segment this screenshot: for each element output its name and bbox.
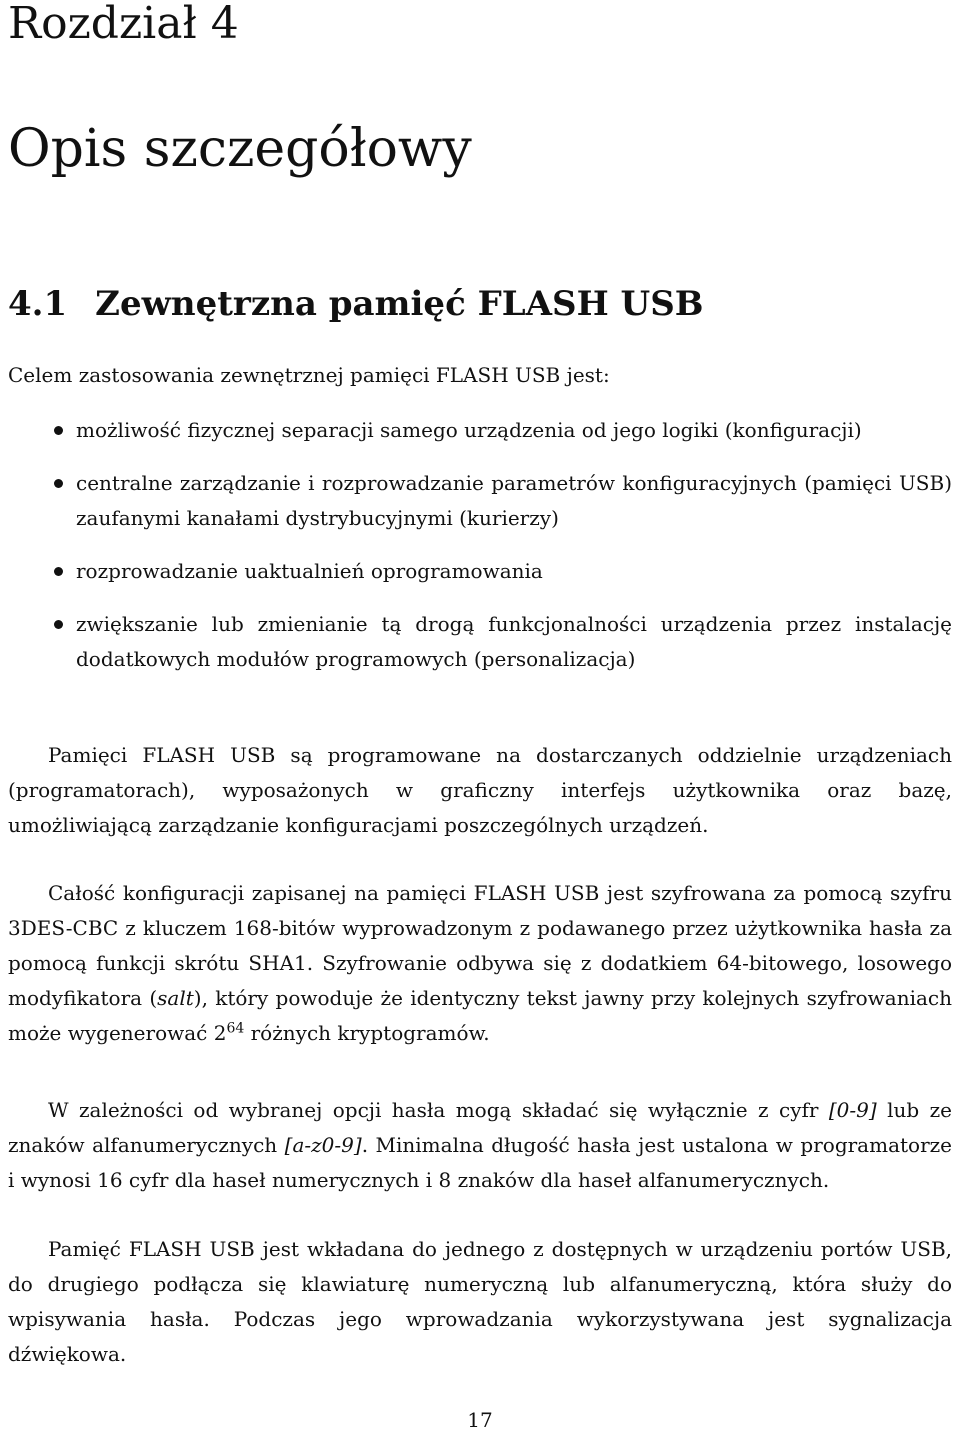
digit-range: [0-9] <box>828 1098 877 1122</box>
chapter-title: Opis szczegółowy <box>8 119 472 179</box>
paragraph-password-part-a: W zależności od wybranej opcji hasła mogą składać się wyłącznie z cyfr <box>48 1098 829 1122</box>
bullet-icon <box>54 620 63 629</box>
list-item <box>8 554 952 589</box>
alnum-range: [a-z0-9] <box>284 1133 362 1157</box>
chapter-label: Rozdział 4 <box>8 0 239 49</box>
paragraph-encryption-part-c: różnych kryptogramów. <box>244 1021 490 1045</box>
list-item-text: centralne zarządzanie i rozprowadzanie parametrów konfiguracyjnych (pamięci USB) zaufanymi kanałami dystrybucyjnymi (kurierzy) <box>76 471 952 530</box>
salt-term: salt <box>157 986 194 1010</box>
page-number: 17 <box>467 1408 493 1432</box>
section-number: 4.1 <box>8 284 68 324</box>
paragraph-password-part-c: . Minimalna długość hasła jest ustalona w programatorze i wynosi 16 cyfr dla haseł numerycznych i 8 znaków dla haseł alfanumerycznych. <box>8 1133 953 1192</box>
list-item-text: rozprowadzanie uaktualnień oprogramowania <box>76 559 543 583</box>
list-item <box>8 413 952 448</box>
paragraph-encryption-part-a: Całość konfiguracji zapisanej na pamięci FLASH USB jest szyfrowana za pomocą szyfru 3DES-CBC z kluczem 168-bitów wyprowadzonym z podawanego przez użytkownika hasła za pomocą funkcji skrótu SHA1. Szyfrowanie odbywa się z dodatkiem 64-bitowego, losowego modyfikatora ( <box>8 881 952 1010</box>
paragraph-password-part-b: lub ze znaków alfanumerycznych <box>8 1098 952 1157</box>
exponent: 64 <box>226 1020 245 1037</box>
paragraph-password <box>8 1093 952 1198</box>
paragraph-encryption <box>8 876 952 1051</box>
paragraph-programming: Pamięci FLASH USB są programowane na dostarczanych oddzielnie urządzeniach (programatorach), wyposażonych w graficzny interfejs użytkownika oraz bazę, umożliwiającą zarządzanie konfiguracjami poszczególnych urządzeń. <box>8 743 952 837</box>
paragraph-encryption-part-b: ), który powoduje że identyczny tekst jawny przy kolejnych szyfrowaniach może wygenerować 2 <box>8 986 952 1045</box>
list-item-text: zwiększanie lub zmienianie tą drogą funkcjonalności urządzenia przez instalację dodatkowych modułów programowych (personalizacja) <box>76 612 952 671</box>
paragraph-usage: Pamięć FLASH USB jest wkładana do jednego z dostępnych w urządzeniu portów USB, do drugiego podłącza się klawiaturę numeryczną lub alfanumeryczną, która służy do wpisywania hasła. Podczas jego wprowadzania wykorzystywana jest sygnalizacja dźwiękowa. <box>8 1237 952 1366</box>
bullet-list <box>8 413 952 695</box>
bullet-icon <box>54 426 63 435</box>
list-item <box>8 607 952 677</box>
section-title: Zewnętrzna pamięć FLASH USB <box>95 284 704 324</box>
bullet-icon <box>54 479 63 488</box>
section-heading <box>8 282 704 326</box>
bullet-icon <box>54 567 63 576</box>
intro-sentence: Celem zastosowania zewnętrznej pamięci FLASH USB jest: <box>8 363 610 387</box>
list-item <box>8 466 952 536</box>
list-item-text: możliwość fizycznej separacji samego urządzenia od jego logiki (konfiguracji) <box>76 418 862 442</box>
